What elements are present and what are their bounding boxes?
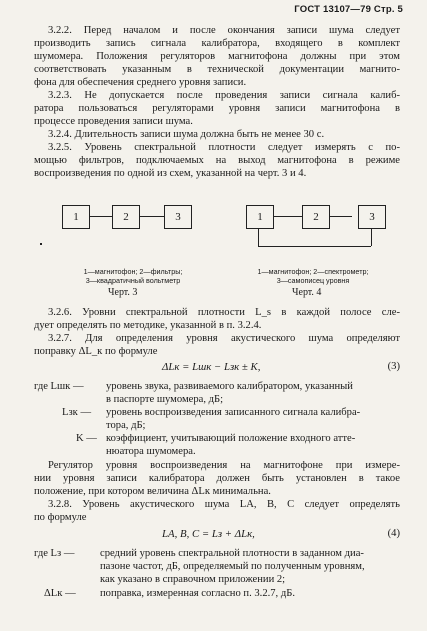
- text-line: производить запись сигнала калибратора, входящего в комплект: [34, 38, 400, 49]
- figure-caption: [238, 268, 388, 285]
- definition-label: Lзк —: [62, 407, 92, 418]
- block-magnetophone: 1: [62, 205, 90, 229]
- text-line: соответствовать указанным в технической документации магнито-: [34, 64, 400, 75]
- definition-text: поправка, измеренная согласно п. 3.2.7, дБ.: [100, 588, 295, 599]
- formula-3: ΔLк = Lшк − Lзк ± K,: [162, 361, 261, 373]
- text-line: 3.2.4. Длительность записи шума должна быть не менее 30 с.: [48, 129, 325, 140]
- block-filters: 2: [112, 205, 140, 229]
- text-line: 3.2.5. Уровень спектральной плотности следует измерять с по-: [48, 142, 400, 153]
- formula-4: LA, B, C = Lз + ΔLк,: [162, 528, 255, 540]
- caption-line: 3—самописец уровня: [276, 275, 350, 285]
- text-line: мощью фильтров, подключаемых на выход магнитофона в режиме: [34, 155, 400, 166]
- definition-text: коэффициент, учитывающий положение входного атте-: [106, 433, 356, 444]
- definition-label: ΔLк —: [44, 588, 76, 599]
- connection-line: [371, 227, 372, 246]
- figure-label: Черт. 3: [108, 287, 138, 298]
- text-line: процессе проведения записи шума.: [34, 116, 193, 127]
- definition-text: нюатора шумомера.: [106, 446, 196, 457]
- definition-text: как указано в справочном приложении 2;: [100, 574, 286, 585]
- definition-text: уровень воспроизведения записанного сигнала калибра-: [106, 407, 361, 418]
- block-level-recorder: 3: [358, 205, 386, 229]
- text-line: шумомера. Положения регуляторов магнитофона должны при этом: [34, 51, 400, 62]
- text-line: 3.2.8. Уровень акустического шума LA, B, C следует определять: [48, 499, 400, 510]
- text-line: дует определять по методике, указанной в п. 3.2.4.: [34, 320, 262, 331]
- block-spectrometer: 2: [302, 205, 330, 229]
- block-magnetophone: 1: [246, 205, 274, 229]
- definition-label: K —: [76, 433, 97, 444]
- connection-line: [258, 227, 259, 246]
- text-line: воспроизведения по одной из схем, указанной на черт. 3 и 4.: [34, 168, 307, 179]
- text-line: 3.2.7. Для определения уровня акустического шума определяют: [48, 333, 400, 344]
- caption-line: 1—магнитофон; 2—спектрометр;: [257, 267, 369, 276]
- definition-text: в паспорте шумомера, дБ;: [106, 394, 224, 405]
- dot-mark: [40, 243, 42, 245]
- text-line: положение, при котором величина ΔLк минимальна.: [34, 486, 271, 497]
- definition-text: тора, дБ;: [106, 420, 146, 431]
- figure-caption: [58, 268, 208, 285]
- text-line: нии уровня записи калибратора должен быть установлен в такое: [34, 473, 400, 484]
- caption-line: 1—магнитофон; 2—фильтры;: [83, 267, 183, 276]
- connection-line: [258, 246, 371, 247]
- text-line: поправку ΔL_к по формуле: [34, 346, 158, 357]
- block-voltmeter: 3: [164, 205, 192, 229]
- text-line: 3.2.6. Уровни спектральной плотности L_s в каждой полосе сле-: [48, 307, 400, 318]
- formula-number: (3): [387, 361, 400, 372]
- text-line: 3.2.2. Перед началом и после окончания записи шума следует: [48, 25, 400, 36]
- text-line: Регулятор уровня воспроизведения на магнитофоне при измере-: [48, 460, 400, 471]
- text-line: фона для обеспечения среднего уровня записи.: [34, 77, 247, 88]
- definition-text: средний уровень спектральной плотности в заданном диа-: [100, 548, 364, 559]
- definition-text: уровень звука, развиваемого калибратором, указанный: [106, 381, 353, 392]
- text-line: ратора пользоваться регуляторами уровня записи магнитофона в: [34, 103, 400, 114]
- definition-label: где Lшк —: [34, 381, 84, 392]
- text-line: 3.2.3. Не допускается после проведения записи сигнала калиб-: [48, 90, 400, 101]
- caption-line: 3—квадратичный вольтметр: [85, 275, 181, 285]
- figure-label: Черт. 4: [292, 287, 322, 298]
- formula-number: (4): [387, 528, 400, 539]
- definition-text: пазоне частот, дБ, определяемый по полученным уровням,: [100, 561, 365, 572]
- page-header: ГОСТ 13107—79 Стр. 5: [294, 4, 403, 15]
- text-line: по формуле: [34, 512, 87, 523]
- definition-label: где Lз —: [34, 548, 75, 559]
